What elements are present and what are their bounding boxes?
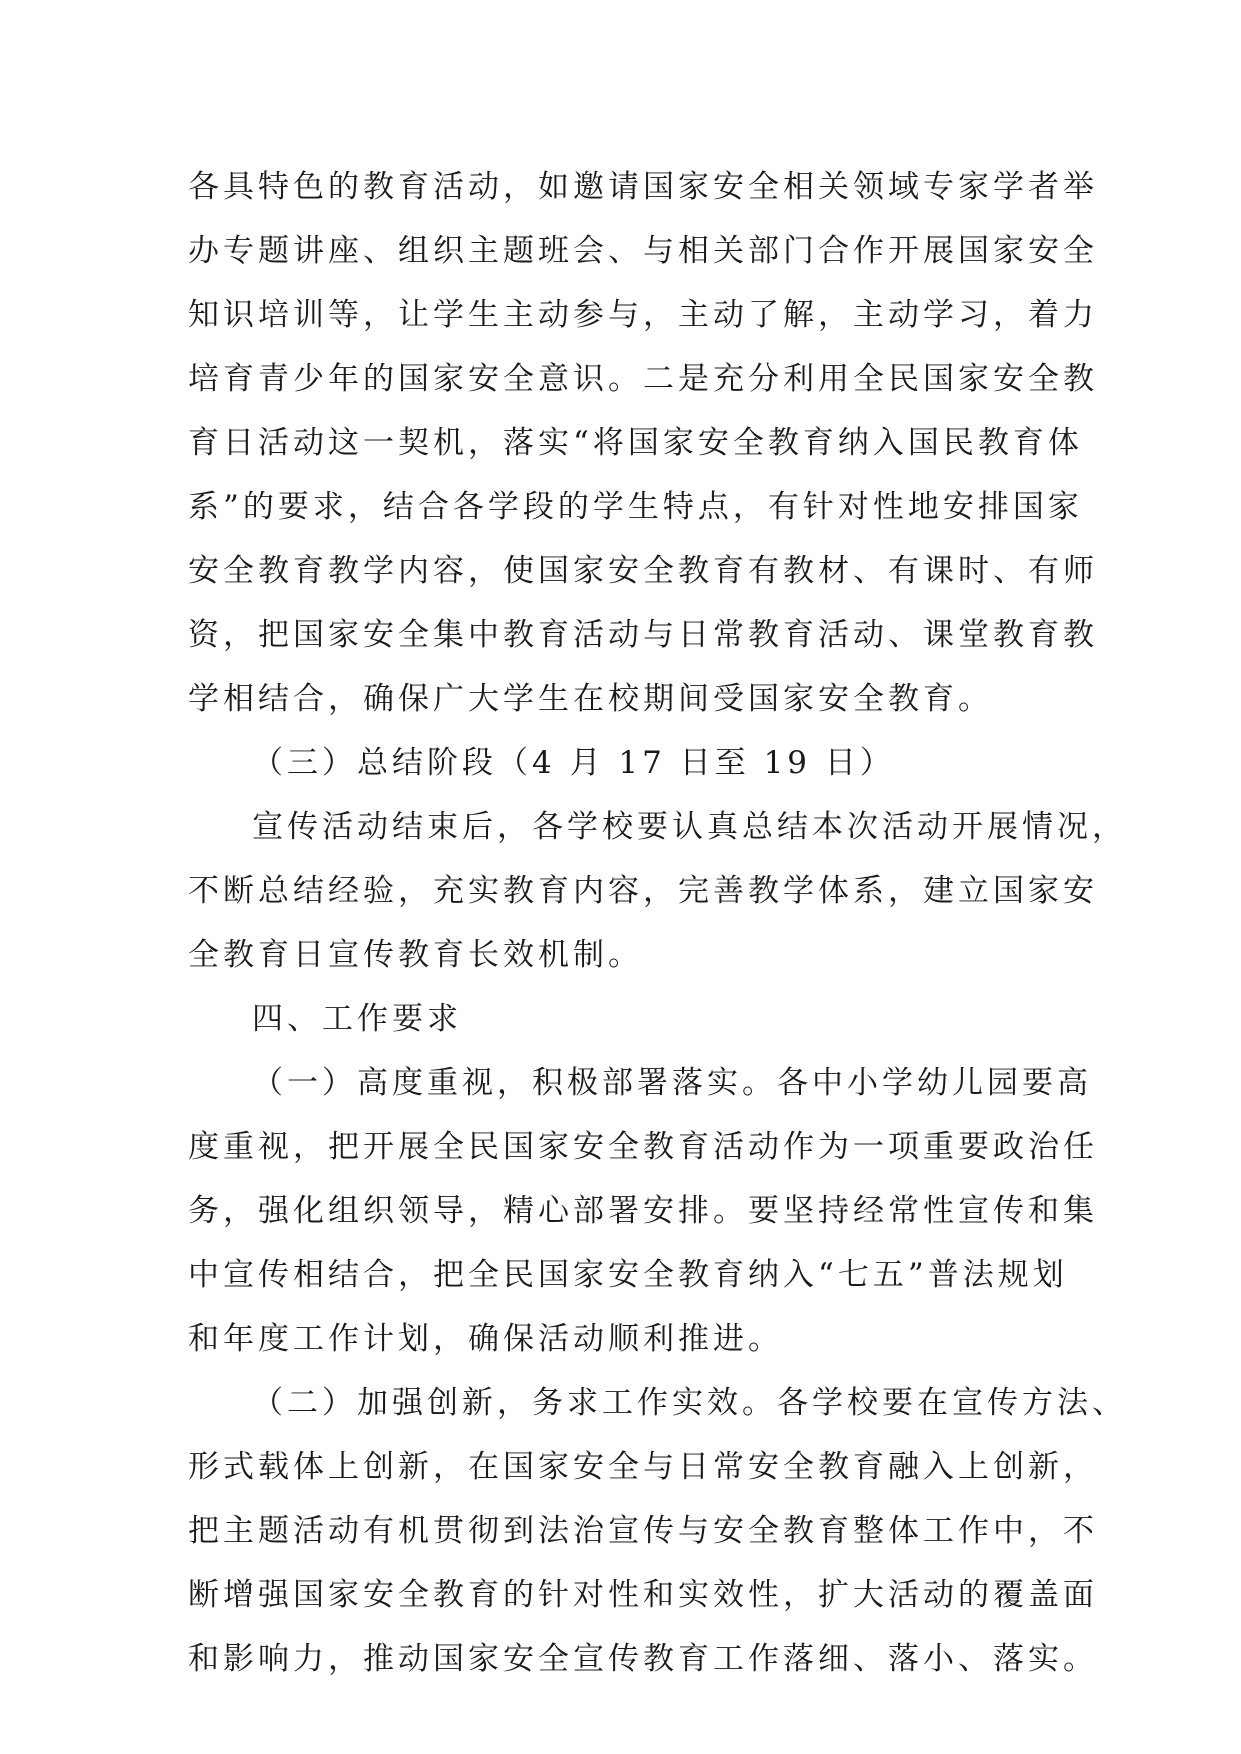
paragraph-line: 把主题活动有机贯彻到法治宣传与安全教育整体工作中，不	[188, 1513, 1098, 1549]
paragraph-line: 务，强化组织领导，精心部署安排。要坚持经常性宣传和集	[188, 1193, 1098, 1229]
paragraph-line: 资，把国家安全集中教育活动与日常教育活动、课堂教育教	[188, 617, 1098, 653]
paragraph-line: 各具特色的教育活动，如邀请国家安全相关领域专家学者举	[188, 169, 1098, 205]
document-body	[188, 155, 1127, 1691]
section-heading: （三）总结阶段（4 月 17 日至 19 日）	[252, 745, 895, 781]
paragraph-line: 断增强国家安全教育的针对性和实效性，扩大活动的覆盖面	[188, 1577, 1098, 1613]
paragraph-line: 宣传活动结束后，各学校要认真总结本次活动开展情况，	[252, 809, 1127, 845]
paragraph-line: 中宣传相结合，把全民国家安全教育纳入“七五”普法规划	[188, 1257, 1068, 1293]
paragraph-line: 安全教育教学内容，使国家安全教育有教材、有课时、有师	[188, 553, 1098, 589]
paragraph-line: 全教育日宣传教育长效机制。	[188, 937, 643, 973]
section-heading: 四、工作要求	[252, 1001, 462, 1037]
paragraph-line: 和影响力，推动国家安全宣传教育工作落细、落小、落实。	[188, 1641, 1098, 1677]
paragraph-line: 学相结合，确保广大学生在校期间受国家安全教育。	[188, 681, 993, 717]
paragraph-line: 知识培训等，让学生主动参与，主动了解，主动学习，着力	[188, 297, 1098, 333]
paragraph-line: 培育青少年的国家安全意识。二是充分利用全民国家安全教	[188, 361, 1098, 397]
paragraph-line: 和年度工作计划，确保活动顺利推进。	[188, 1321, 783, 1357]
paragraph-line: 办专题讲座、组织主题班会、与相关部门合作开展国家安全	[188, 233, 1098, 269]
paragraph-line: 系”的要求，结合各学段的学生特点，有针对性地安排国家	[188, 489, 1083, 525]
paragraph-line: （二）加强创新，务求工作实效。各学校要在宣传方法、	[252, 1385, 1127, 1421]
paragraph-line: 度重视，把开展全民国家安全教育活动作为一项重要政治任	[188, 1129, 1098, 1165]
paragraph-line: 育日活动这一契机，落实“将国家安全教育纳入国民教育体	[188, 425, 1083, 461]
paragraph-line: 不断总结经验，充实教育内容，完善教学体系，建立国家安	[188, 873, 1098, 909]
paragraph-line: 形式载体上创新，在国家安全与日常安全教育融入上创新，	[188, 1449, 1098, 1485]
paragraph-line: （一）高度重视，积极部署落实。各中小学幼儿园要高	[252, 1065, 1092, 1101]
